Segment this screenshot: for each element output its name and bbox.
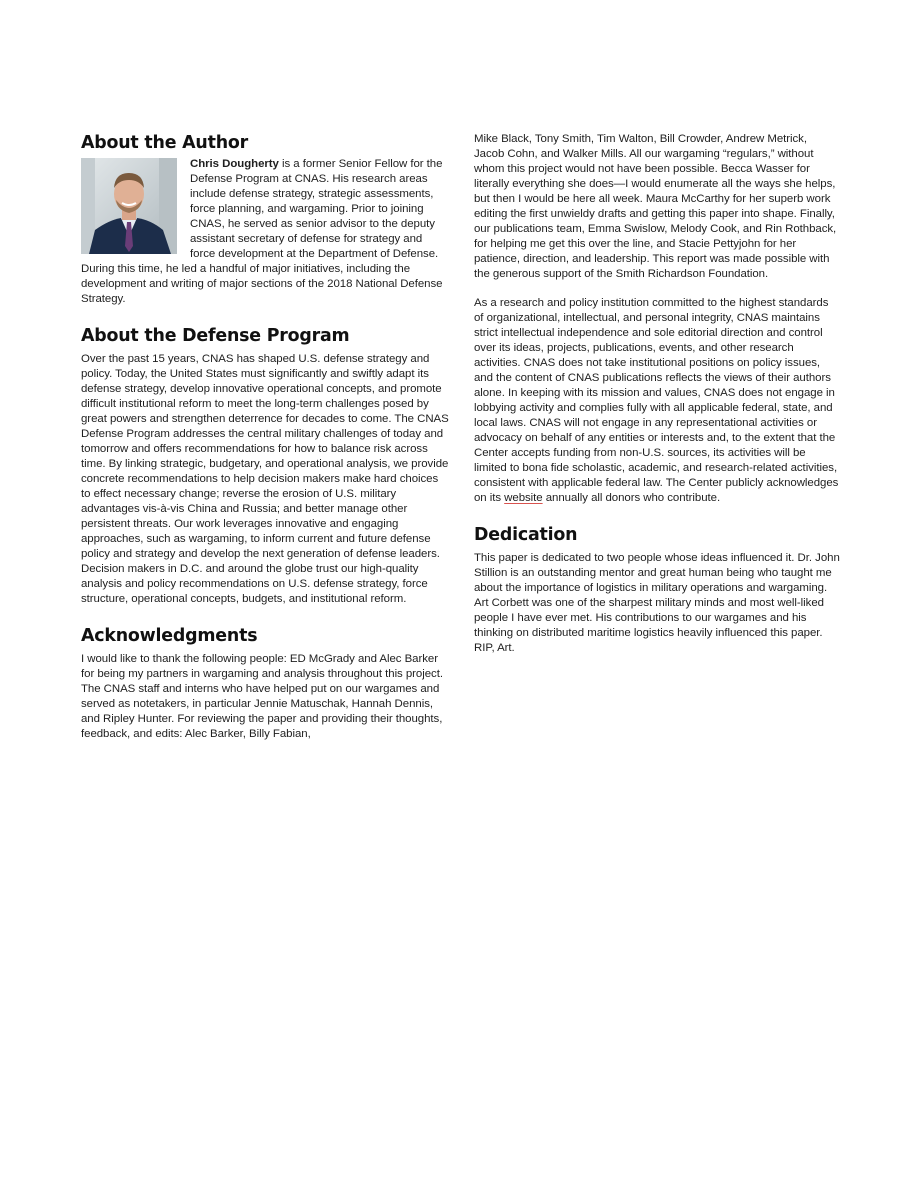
independence-statement xyxy=(474,296,840,506)
author-section xyxy=(81,157,449,307)
dedication-heading: Dedication xyxy=(474,525,578,545)
left-column xyxy=(81,131,449,742)
right-column xyxy=(474,132,840,656)
about-program-heading: About the Defense Program xyxy=(81,326,350,346)
acknowledgments-heading: Acknowledgments xyxy=(81,626,258,646)
program-body: Over the past 15 years, CNAS has shaped U.S. defense strategy and policy. Today, the United States must significantly and swiftly adapt its defense strategy, develop innovative operational concepts, and promote difficult institutional reform to meet the long-term challenges posed by great powers and strengthen deterrence for decades to come. The CNAS Defense Program addresses the central military challenges of today and tomorrow and offers recommendations for how to balance risk across time. By linking strategic, budgetary, and operational analysis, we provide concrete recommendations to help decision makers make hard choices to effect necessary change; reverse the erosion of U.S. military advantages vis-à-vis China and Russia; and better manage other persistent threats. Our work leverages innovative and engaging approaches, such as wargaming, to inform current and future defense policy and strategy and develop the next generation of defense leaders. Decision makers in D.C. and around the globe trust our high-quality analysis and policy recommendations on U.S. defense strategy, force structure, operational concepts, budgets, and institutional reform. xyxy=(81,353,449,605)
author-name: Chris Dougherty xyxy=(190,158,279,170)
author-portrait-icon xyxy=(81,158,177,254)
website-link[interactable]: website xyxy=(504,492,543,504)
independence-text-end: annually all donors who contribute. xyxy=(542,492,721,504)
acknowledgments-body-right: Mike Black, Tony Smith, Tim Walton, Bill Crowder, Andrew Metrick, Jacob Cohn, and Walker Mills. All our wargaming “regulars,” without whom this project would not have been possible. Becca Wasser for literally everything she does—I would enumerate all the ways she helps, but then I would be here all week. Maura McCarthy for her superb work editing the first unwieldy drafts and getting this paper into shape. Finally, our publications team, Emma Swislow, Melody Cook, and Rin Rothback, for helping me get this over the line, and Stacie Pettyjohn for her patience, direction, and leadership. This report was made possible with the generous support of the Smith Richardson Foundation. xyxy=(474,133,837,280)
acknowledgments-body-left: I would like to thank the following people: ED McGrady and Alec Barker for being my partners in wargaming and analysis throughout this project. The CNAS staff and interns who have helped put on our wargames and served as notetakers, in particular Jennie Matuschak, Hannah Dennis, and Ripley Hunter. For reviewing the paper and providing their thoughts, feedback, and edits: Alec Barker, Billy Fabian, xyxy=(81,653,443,740)
author-bio-text: is a former Senior Fellow for the Defense Program at CNAS. His research areas include defense strategy, strategic assessments, force planning, and wargaming. Prior to joining CNAS, he served as senior advisor to the deputy assistant secretary of defense for strategy and force development at the Department of Defense. During this time, he led a handful of major initiatives, including the development and writing of major sections of the 2018 National Defense Strategy. xyxy=(81,158,443,305)
dedication-body: This paper is dedicated to two people whose ideas influenced it. Dr. John Stillion is an outstanding mentor and great human being who taught me about the importance of logistics in military operations and wargaming. Art Corbett was one of the sharpest military minds and most well-liked people I have ever met. His contributions to our wargames and his thinking on distributed maritime logistics heavily influenced this paper. RIP, Art. xyxy=(474,552,840,654)
independence-text-start: As a research and policy institution committed to the highest standards of organizational, intellectual, and personal integrity, CNAS maintains strict intellectual independence and sole editorial direction and control over its ideas, projects, publications, events, and other research activities. CNAS does not take institutional positions on policy issues, and the content of CNAS publications reflects the views of their authors alone. In keeping with its mission and values, CNAS does not engage in lobbying activity and complies fully with all applicable federal, state, and local laws. CNAS will not engage in any representational activities or advocacy on behalf of any entities or interests and, to the extent that the Center accepts funding from non-U.S. sources, its activities will be limited to bona fide scholastic, academic, and research-related activities, consistent with applicable federal law. The Center publicly acknowledges on its xyxy=(474,297,839,504)
about-author-heading: About the Author xyxy=(81,133,249,153)
